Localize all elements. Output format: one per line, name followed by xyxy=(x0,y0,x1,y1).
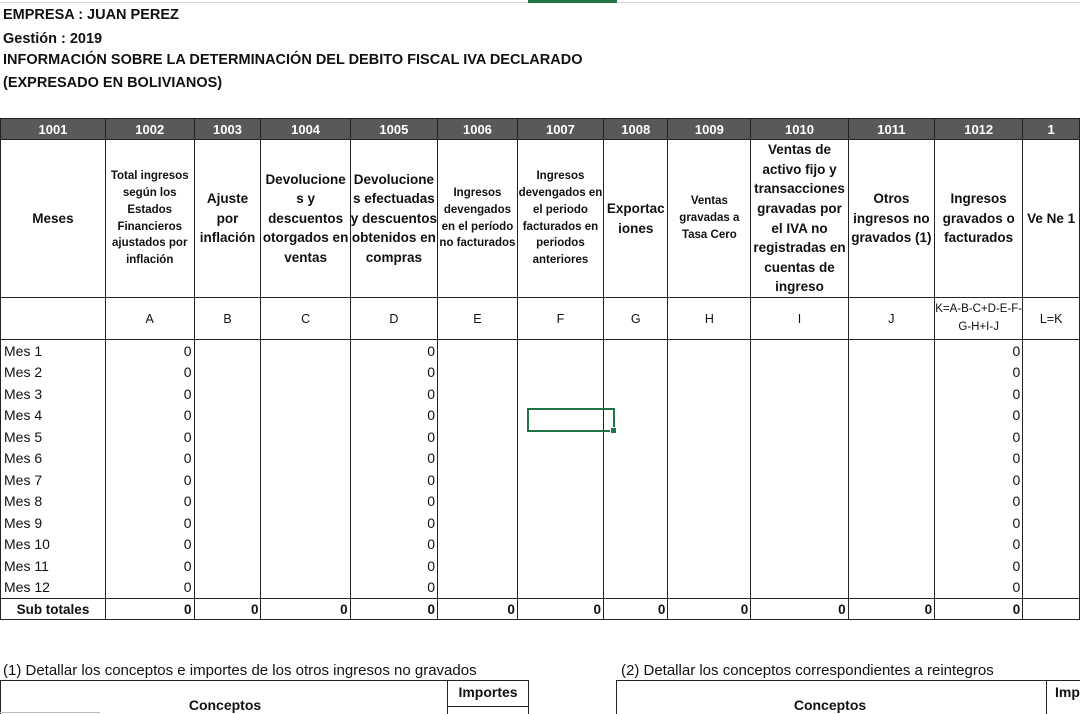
value-cell[interactable] xyxy=(438,426,518,448)
value-cell[interactable]: 0 xyxy=(350,534,437,556)
value-cell[interactable] xyxy=(438,512,518,534)
value-cell[interactable] xyxy=(604,448,668,470)
value-cell[interactable]: 0 xyxy=(935,534,1023,556)
value-cell[interactable] xyxy=(194,512,261,534)
value-cell[interactable] xyxy=(517,383,603,405)
value-cell[interactable] xyxy=(438,469,518,491)
value-cell[interactable] xyxy=(438,534,518,556)
value-cell[interactable]: 0 xyxy=(105,405,194,427)
value-cell[interactable] xyxy=(751,512,848,534)
value-cell[interactable] xyxy=(438,383,518,405)
value-cell[interactable]: 0 xyxy=(105,577,194,599)
value-cell[interactable] xyxy=(194,405,261,427)
value-cell[interactable] xyxy=(194,383,261,405)
value-cell[interactable] xyxy=(438,405,518,427)
value-cell[interactable] xyxy=(751,491,848,513)
month-cell[interactable]: Mes 12 xyxy=(1,577,106,599)
value-cell[interactable]: 0 xyxy=(935,383,1023,405)
value-cell[interactable] xyxy=(668,534,751,556)
value-cell[interactable] xyxy=(261,426,350,448)
column-header[interactable]: Ingresos gravados o facturados xyxy=(935,140,1023,298)
value-cell[interactable] xyxy=(848,362,934,384)
value-cell[interactable] xyxy=(751,426,848,448)
value-cell[interactable]: 0 xyxy=(350,426,437,448)
column-number-cell[interactable]: 1003 xyxy=(194,119,261,140)
value-cell[interactable] xyxy=(751,577,848,599)
value-cell[interactable] xyxy=(261,534,350,556)
value-cell[interactable]: 0 xyxy=(105,491,194,513)
column-header[interactable]: Otros ingresos no gravados (1) xyxy=(848,140,934,298)
value-cell[interactable]: 0 xyxy=(105,534,194,556)
value-cell[interactable] xyxy=(261,340,350,362)
value-cell[interactable]: 0 xyxy=(105,512,194,534)
column-header[interactable]: Devolucione s efectuadas y descuentos obtenidos en compras xyxy=(350,140,437,298)
value-cell[interactable] xyxy=(261,512,350,534)
column-header[interactable]: Ventas gravadas a Tasa Cero xyxy=(668,140,751,298)
value-cell[interactable] xyxy=(194,469,261,491)
value-cell[interactable] xyxy=(751,340,848,362)
value-cell[interactable] xyxy=(1023,426,1080,448)
value-cell[interactable] xyxy=(1023,555,1080,577)
subtotal-cell[interactable]: 0 xyxy=(194,599,261,620)
table-row xyxy=(1,512,1080,534)
subtotal-cell[interactable]: 0 xyxy=(751,599,848,620)
value-cell[interactable] xyxy=(848,534,934,556)
month-cell[interactable]: Mes 8 xyxy=(1,491,106,513)
subtotal-cell[interactable]: 0 xyxy=(848,599,934,620)
value-cell[interactable] xyxy=(604,469,668,491)
value-cell[interactable]: 0 xyxy=(935,362,1023,384)
value-cell[interactable] xyxy=(194,362,261,384)
column-letter-cell[interactable]: D xyxy=(350,298,437,340)
value-cell[interactable] xyxy=(438,362,518,384)
column-number-cell[interactable]: 1002 xyxy=(105,119,194,140)
value-cell[interactable] xyxy=(261,491,350,513)
value-cell[interactable] xyxy=(261,469,350,491)
value-cell[interactable]: 0 xyxy=(105,383,194,405)
value-cell[interactable] xyxy=(848,469,934,491)
value-cell[interactable]: 0 xyxy=(935,512,1023,534)
value-cell[interactable]: 0 xyxy=(935,577,1023,599)
month-cell[interactable]: Mes 10 xyxy=(1,534,106,556)
company-name[interactable]: EMPRESA : JUAN PEREZ xyxy=(3,7,179,23)
value-cell[interactable] xyxy=(848,340,934,362)
subtotal-cell[interactable]: 0 xyxy=(261,599,350,620)
value-cell[interactable] xyxy=(751,405,848,427)
value-cell[interactable] xyxy=(604,512,668,534)
value-cell[interactable] xyxy=(1023,534,1080,556)
table-row xyxy=(1,555,1080,577)
value-cell[interactable] xyxy=(517,491,603,513)
month-cell[interactable]: Mes 11 xyxy=(1,555,106,577)
value-cell[interactable]: 0 xyxy=(350,491,437,513)
subtotal-label[interactable]: Sub totales xyxy=(1,599,106,620)
value-cell[interactable]: 0 xyxy=(350,405,437,427)
subtotal-cell[interactable]: 0 xyxy=(935,599,1023,620)
value-cell[interactable] xyxy=(604,555,668,577)
value-cell[interactable] xyxy=(668,405,751,427)
column-letter-cell[interactable]: E xyxy=(438,298,518,340)
value-cell[interactable] xyxy=(751,448,848,470)
column-number-cell[interactable]: 1001 xyxy=(1,119,106,140)
value-cell[interactable] xyxy=(261,555,350,577)
value-cell[interactable] xyxy=(261,405,350,427)
value-cell[interactable] xyxy=(668,340,751,362)
value-cell[interactable] xyxy=(604,383,668,405)
table-row xyxy=(1,340,1080,362)
subtotal-cell[interactable]: 0 xyxy=(438,599,518,620)
value-cell[interactable] xyxy=(194,577,261,599)
value-cell[interactable] xyxy=(194,426,261,448)
column-letter-cell[interactable]: H xyxy=(668,298,751,340)
column-header[interactable]: Exportac iones xyxy=(604,140,668,298)
value-cell[interactable] xyxy=(848,555,934,577)
month-cell[interactable]: Mes 7 xyxy=(1,469,106,491)
value-cell[interactable]: 0 xyxy=(350,512,437,534)
column-selection-bar xyxy=(0,0,1080,3)
table-row xyxy=(1,383,1080,405)
value-cell[interactable] xyxy=(517,448,603,470)
amounts-header-cut[interactable]: Imp xyxy=(1055,684,1080,700)
header-row xyxy=(1,140,1080,298)
value-cell[interactable] xyxy=(1023,512,1080,534)
letter-row xyxy=(1,298,1080,340)
value-cell[interactable] xyxy=(438,340,518,362)
column-number-cell[interactable]: 1004 xyxy=(261,119,350,140)
value-cell[interactable] xyxy=(194,448,261,470)
value-cell[interactable]: 0 xyxy=(935,405,1023,427)
value-cell[interactable]: 0 xyxy=(935,555,1023,577)
value-cell[interactable] xyxy=(848,383,934,405)
column-letter-cell[interactable]: G xyxy=(604,298,668,340)
column-number-cell[interactable]: 1010 xyxy=(751,119,848,140)
table-row xyxy=(1,577,1080,599)
column-letter-cell[interactable]: K=A-B-C+D-E-F-G-H+I-J xyxy=(935,298,1023,340)
value-cell[interactable]: 0 xyxy=(105,448,194,470)
column-number-cell[interactable]: 1005 xyxy=(350,119,437,140)
value-cell[interactable]: 0 xyxy=(105,469,194,491)
value-cell[interactable] xyxy=(517,577,603,599)
value-cell[interactable]: 0 xyxy=(105,362,194,384)
note-other-income[interactable]: (1) Detallar los conceptos e importes de los otros ingresos no gravados xyxy=(3,662,477,679)
month-cell[interactable]: Mes 6 xyxy=(1,448,106,470)
value-cell[interactable] xyxy=(604,362,668,384)
subtotal-cell[interactable]: 0 xyxy=(668,599,751,620)
value-cell[interactable]: 0 xyxy=(935,340,1023,362)
subtotal-cell[interactable] xyxy=(1023,599,1080,620)
month-cell[interactable]: Mes 1 xyxy=(1,340,106,362)
amounts-header[interactable]: Importes xyxy=(458,684,518,700)
month-cell[interactable]: Mes 5 xyxy=(1,426,106,448)
value-cell[interactable] xyxy=(751,469,848,491)
value-cell[interactable]: 0 xyxy=(350,469,437,491)
column-number-row xyxy=(1,119,1080,140)
value-cell[interactable] xyxy=(261,577,350,599)
value-cell[interactable]: 0 xyxy=(350,383,437,405)
value-cell[interactable] xyxy=(1023,448,1080,470)
subtotal-cell[interactable]: 0 xyxy=(604,599,668,620)
value-cell[interactable] xyxy=(1023,362,1080,384)
value-cell[interactable] xyxy=(438,555,518,577)
subtotal-cell[interactable]: 0 xyxy=(517,599,603,620)
value-cell[interactable] xyxy=(848,448,934,470)
value-cell[interactable] xyxy=(668,362,751,384)
value-cell[interactable]: 0 xyxy=(105,426,194,448)
value-cell[interactable] xyxy=(751,383,848,405)
column-number-cell[interactable]: 1008 xyxy=(604,119,668,140)
value-cell[interactable] xyxy=(604,491,668,513)
value-cell[interactable] xyxy=(517,534,603,556)
column-letter-cell[interactable]: J xyxy=(848,298,934,340)
value-cell[interactable] xyxy=(261,383,350,405)
value-cell[interactable] xyxy=(604,340,668,362)
table-row xyxy=(1,491,1080,513)
note-refunds[interactable]: (2) Detallar los conceptos correspondientes a reintegros xyxy=(621,662,994,679)
value-cell[interactable] xyxy=(1023,340,1080,362)
value-cell[interactable] xyxy=(668,491,751,513)
value-cell[interactable] xyxy=(848,512,934,534)
value-cell[interactable]: 0 xyxy=(935,491,1023,513)
column-letter-cell[interactable] xyxy=(1,298,106,340)
fiscal-year[interactable]: Gestión : 2019 xyxy=(3,31,103,47)
value-cell[interactable] xyxy=(517,469,603,491)
fill-handle[interactable] xyxy=(610,427,617,434)
value-cell[interactable] xyxy=(848,426,934,448)
iva-table xyxy=(0,118,1080,620)
table-row xyxy=(1,534,1080,556)
value-cell[interactable] xyxy=(194,534,261,556)
column-header[interactable]: Devolucione s y descuentos otorgados en ventas xyxy=(261,140,350,298)
value-cell[interactable] xyxy=(604,534,668,556)
column-number-cell[interactable]: 1012 xyxy=(935,119,1023,140)
value-cell[interactable]: 0 xyxy=(105,555,194,577)
column-number-cell[interactable]: 1009 xyxy=(668,119,751,140)
column-number-cell[interactable]: 1011 xyxy=(848,119,934,140)
value-cell[interactable] xyxy=(848,405,934,427)
value-cell[interactable] xyxy=(194,340,261,362)
value-cell[interactable] xyxy=(848,491,934,513)
column-letter-cell[interactable]: C xyxy=(261,298,350,340)
table-row xyxy=(1,448,1080,470)
column-letter-cell[interactable]: I xyxy=(751,298,848,340)
value-cell[interactable] xyxy=(668,469,751,491)
value-cell[interactable]: 0 xyxy=(935,426,1023,448)
concepts-header-1[interactable]: Conceptos xyxy=(188,697,262,713)
value-cell[interactable]: 0 xyxy=(935,469,1023,491)
value-cell[interactable]: 0 xyxy=(935,448,1023,470)
subtotal-row xyxy=(1,599,1080,620)
value-cell[interactable]: 0 xyxy=(350,448,437,470)
value-cell[interactable] xyxy=(261,448,350,470)
column-letter-cell[interactable]: F xyxy=(517,298,603,340)
value-cell[interactable] xyxy=(1023,577,1080,599)
column-header[interactable]: Total ingresos según los Estados Financieros ajustados por inflación xyxy=(105,140,194,298)
column-letter-cell[interactable]: B xyxy=(194,298,261,340)
value-cell[interactable] xyxy=(438,577,518,599)
value-cell[interactable] xyxy=(668,512,751,534)
months-header[interactable]: Meses xyxy=(1,140,106,298)
month-cell[interactable]: Mes 4 xyxy=(1,405,106,427)
value-cell[interactable] xyxy=(751,362,848,384)
value-cell[interactable] xyxy=(668,448,751,470)
value-cell[interactable] xyxy=(668,383,751,405)
value-cell[interactable] xyxy=(517,340,603,362)
value-cell[interactable] xyxy=(1023,491,1080,513)
month-cell[interactable]: Mes 2 xyxy=(1,362,106,384)
value-cell[interactable] xyxy=(848,577,934,599)
month-cell[interactable]: Mes 3 xyxy=(1,383,106,405)
column-number-cell[interactable]: 1006 xyxy=(438,119,518,140)
value-cell[interactable] xyxy=(438,448,518,470)
value-cell[interactable] xyxy=(517,555,603,577)
column-number-cell[interactable]: 1007 xyxy=(517,119,603,140)
value-cell[interactable] xyxy=(668,426,751,448)
table-row xyxy=(1,362,1080,384)
subtotal-cell[interactable]: 0 xyxy=(105,599,194,620)
column-header[interactable]: Ve Ne 1 xyxy=(1023,140,1080,298)
value-cell[interactable] xyxy=(517,362,603,384)
column-header[interactable]: Ingresos devengados en el período no facturados xyxy=(438,140,518,298)
value-cell[interactable] xyxy=(668,577,751,599)
column-number-cell[interactable]: 1 xyxy=(1023,119,1080,140)
value-cell[interactable] xyxy=(751,534,848,556)
currency-note[interactable]: (EXPRESADO EN BOLIVIANOS) xyxy=(3,75,223,91)
value-cell[interactable] xyxy=(261,362,350,384)
column-header[interactable]: Ventas de activo fijo y transacciones gravadas por el IVA no registradas en cuentas de ingreso xyxy=(751,140,848,298)
value-cell[interactable] xyxy=(751,555,848,577)
concepts-header-2[interactable]: Conceptos xyxy=(793,697,867,713)
column-letter-cell[interactable]: L=K xyxy=(1023,298,1080,340)
subtotal-cell[interactable]: 0 xyxy=(350,599,437,620)
value-cell[interactable] xyxy=(517,512,603,534)
value-cell[interactable]: 0 xyxy=(350,577,437,599)
column-letter-cell[interactable]: A xyxy=(105,298,194,340)
value-cell[interactable]: 0 xyxy=(350,340,437,362)
value-cell[interactable] xyxy=(1023,383,1080,405)
value-cell[interactable] xyxy=(194,491,261,513)
value-cell[interactable] xyxy=(438,491,518,513)
value-cell[interactable]: 0 xyxy=(350,362,437,384)
value-cell[interactable] xyxy=(604,577,668,599)
column-header[interactable]: Ingresos devengados en el periodo facturados en periodos anteriores xyxy=(517,140,603,298)
value-cell[interactable]: 0 xyxy=(105,340,194,362)
value-cell[interactable] xyxy=(668,555,751,577)
month-cell[interactable]: Mes 9 xyxy=(1,512,106,534)
selected-cell[interactable] xyxy=(527,408,615,432)
value-cell[interactable]: 0 xyxy=(350,555,437,577)
value-cell[interactable] xyxy=(194,555,261,577)
table-row xyxy=(1,469,1080,491)
value-cell[interactable] xyxy=(1023,405,1080,427)
report-title[interactable]: INFORMACIÓN SOBRE LA DETERMINACIÓN DEL DEBITO FISCAL IVA DECLARADO xyxy=(3,52,583,68)
column-header[interactable]: Ajuste por inflación xyxy=(194,140,261,298)
value-cell[interactable] xyxy=(1023,469,1080,491)
